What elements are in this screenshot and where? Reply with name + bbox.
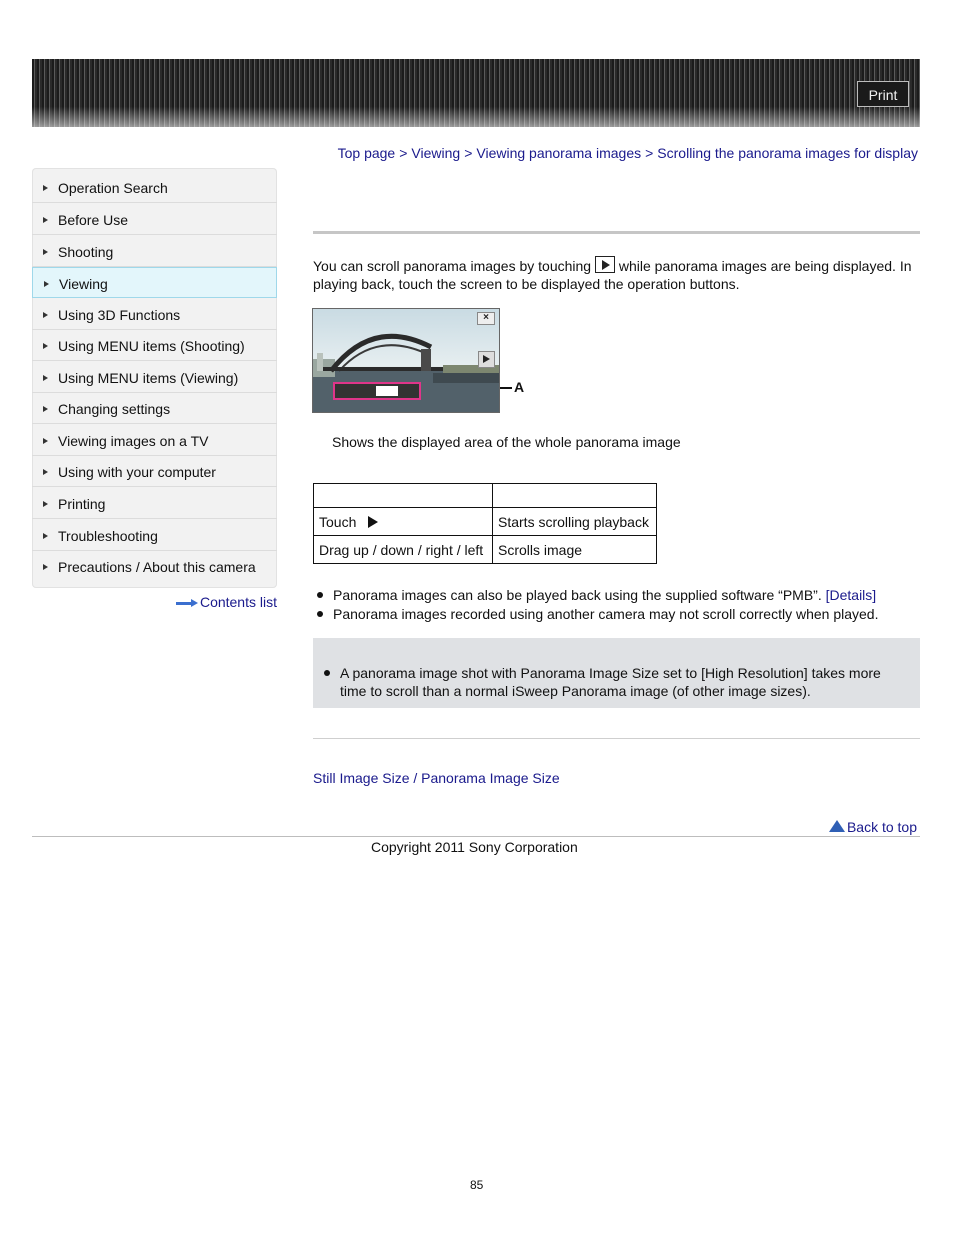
arrow-right-icon xyxy=(43,375,48,381)
copyright-text: Copyright 2011 Sony Corporation xyxy=(371,839,578,855)
arrow-right-icon xyxy=(43,438,48,444)
table-header-row xyxy=(314,484,657,508)
back-to-top-label: Back to top xyxy=(846,819,917,835)
callout-label-a: A xyxy=(514,379,525,395)
list-item: Panorama images recorded using another camera may not scroll correctly when played. xyxy=(313,605,920,624)
arrow-right-icon xyxy=(43,564,48,570)
list-item-text: Panorama images can also be played back using the supplied software “PMB”. xyxy=(333,587,822,603)
table-cell-operation xyxy=(314,508,493,536)
sidebar-item-changing-settings[interactable] xyxy=(32,393,277,424)
arrow-right-icon xyxy=(43,469,48,475)
sidebar-item-label: Viewing xyxy=(59,276,108,292)
arrow-right-icon xyxy=(43,406,48,412)
sidebar-item-using-with-computer[interactable] xyxy=(32,456,277,487)
table-row xyxy=(314,536,657,564)
arrow-right-icon xyxy=(43,185,48,191)
arrow-right-icon xyxy=(43,249,48,255)
breadcrumb-separator: > xyxy=(645,145,654,161)
sidebar-item-viewing-on-tv[interactable] xyxy=(32,425,277,456)
play-button-icon xyxy=(595,256,615,273)
header-banner xyxy=(32,59,920,127)
sidebar-item-label: Precautions / About this camera xyxy=(58,559,256,575)
panorama-scroll-bar xyxy=(333,382,421,400)
table-cell-result: Starts scrolling playback xyxy=(493,508,657,536)
figure-caption: Shows the displayed area of the whole panorama image xyxy=(332,434,681,450)
arrow-right-icon xyxy=(43,217,48,223)
sidebar-nav xyxy=(32,168,277,588)
related-divider xyxy=(313,738,920,739)
table-header-cell xyxy=(314,484,493,508)
breadcrumb-separator: > xyxy=(399,145,408,161)
sidebar-item-viewing[interactable] xyxy=(32,267,277,298)
intro-text-before: You can scroll panorama images by touching xyxy=(313,258,592,274)
sidebar-item-label: Changing settings xyxy=(58,401,171,417)
back-to-top-link[interactable] xyxy=(829,819,917,835)
operation-text: Touch xyxy=(319,513,357,530)
sidebar-item-operation-search[interactable] xyxy=(32,172,277,203)
table-cell-operation: Drag up / down / right / left xyxy=(314,536,493,564)
arrow-right-icon xyxy=(43,312,48,318)
operation-table xyxy=(313,483,657,564)
sidebar-item-using-3d-functions[interactable] xyxy=(32,299,277,330)
contents-list-label: Contents list xyxy=(199,594,277,610)
sidebar-item-menu-viewing[interactable] xyxy=(32,362,277,393)
sidebar-item-troubleshooting[interactable] xyxy=(32,520,277,551)
panorama-playback-illustration xyxy=(312,308,500,413)
sidebar-item-label: Using MENU items (Shooting) xyxy=(58,338,245,354)
sidebar-item-label: Shooting xyxy=(58,244,114,260)
breadcrumb-separator: > xyxy=(464,145,473,161)
note-item: A panorama image shot with Panorama Image Size set to [High Resolution] takes more time to scroll than a normal iSweep Panorama image (of other image sizes). xyxy=(340,664,900,700)
sidebar-item-precautions[interactable] xyxy=(32,551,277,582)
sidebar-item-label: Operation Search xyxy=(58,180,168,196)
sidebar-item-before-use[interactable] xyxy=(32,204,277,235)
play-icon xyxy=(368,516,378,528)
breadcrumb-viewing-panorama[interactable]: Viewing panorama images xyxy=(476,145,642,161)
sidebar-item-label: Viewing images on a TV xyxy=(58,433,209,449)
sidebar-item-label: Using MENU items (Viewing) xyxy=(58,370,239,386)
page-number: 85 xyxy=(470,1178,484,1192)
displayed-area-indicator xyxy=(376,386,398,396)
notes-list xyxy=(313,586,920,624)
close-icon: × xyxy=(477,312,495,325)
table-header-cell xyxy=(493,484,657,508)
sidebar-item-label: Using with your computer xyxy=(58,464,216,480)
title-divider xyxy=(313,231,920,234)
sidebar-item-shooting[interactable] xyxy=(32,236,277,267)
sidebar-item-label: Using 3D Functions xyxy=(58,307,181,323)
breadcrumb-top-page[interactable]: Top page xyxy=(337,145,396,161)
footer-divider xyxy=(32,836,920,837)
breadcrumb xyxy=(338,145,918,161)
sidebar-item-label: Troubleshooting xyxy=(58,528,158,544)
list-item xyxy=(313,586,920,605)
related-topic-link[interactable]: Still Image Size / Panorama Image Size xyxy=(313,770,560,786)
sidebar-item-menu-shooting[interactable] xyxy=(32,330,277,361)
note-box xyxy=(313,638,920,708)
sidebar-item-printing[interactable] xyxy=(32,488,277,519)
arrow-right-icon xyxy=(43,501,48,507)
breadcrumb-viewing[interactable]: Viewing xyxy=(411,145,461,161)
arrow-right-icon xyxy=(43,343,48,349)
callout-line xyxy=(500,387,512,389)
sidebar-item-label: Printing xyxy=(58,496,106,512)
arrow-right-icon xyxy=(43,533,48,539)
table-cell-result: Scrolls image xyxy=(493,536,657,564)
intro-paragraph xyxy=(313,256,920,293)
print-button[interactable]: Print xyxy=(857,81,909,107)
intro-text-after: while panorama images are being displayed. In playing back, touch the screen to be displayed the operation buttons. xyxy=(313,258,912,292)
play-icon xyxy=(478,351,495,368)
arrow-right-icon xyxy=(44,281,49,287)
contents-list-link[interactable] xyxy=(176,594,277,610)
breadcrumb-current-page[interactable]: Scrolling the panorama images for display xyxy=(657,145,918,161)
arrow-right-icon xyxy=(176,599,198,607)
table-row xyxy=(314,508,657,536)
arrow-up-icon xyxy=(829,820,845,832)
sidebar-item-label: Before Use xyxy=(58,212,129,228)
details-link[interactable]: [Details] xyxy=(825,587,877,603)
